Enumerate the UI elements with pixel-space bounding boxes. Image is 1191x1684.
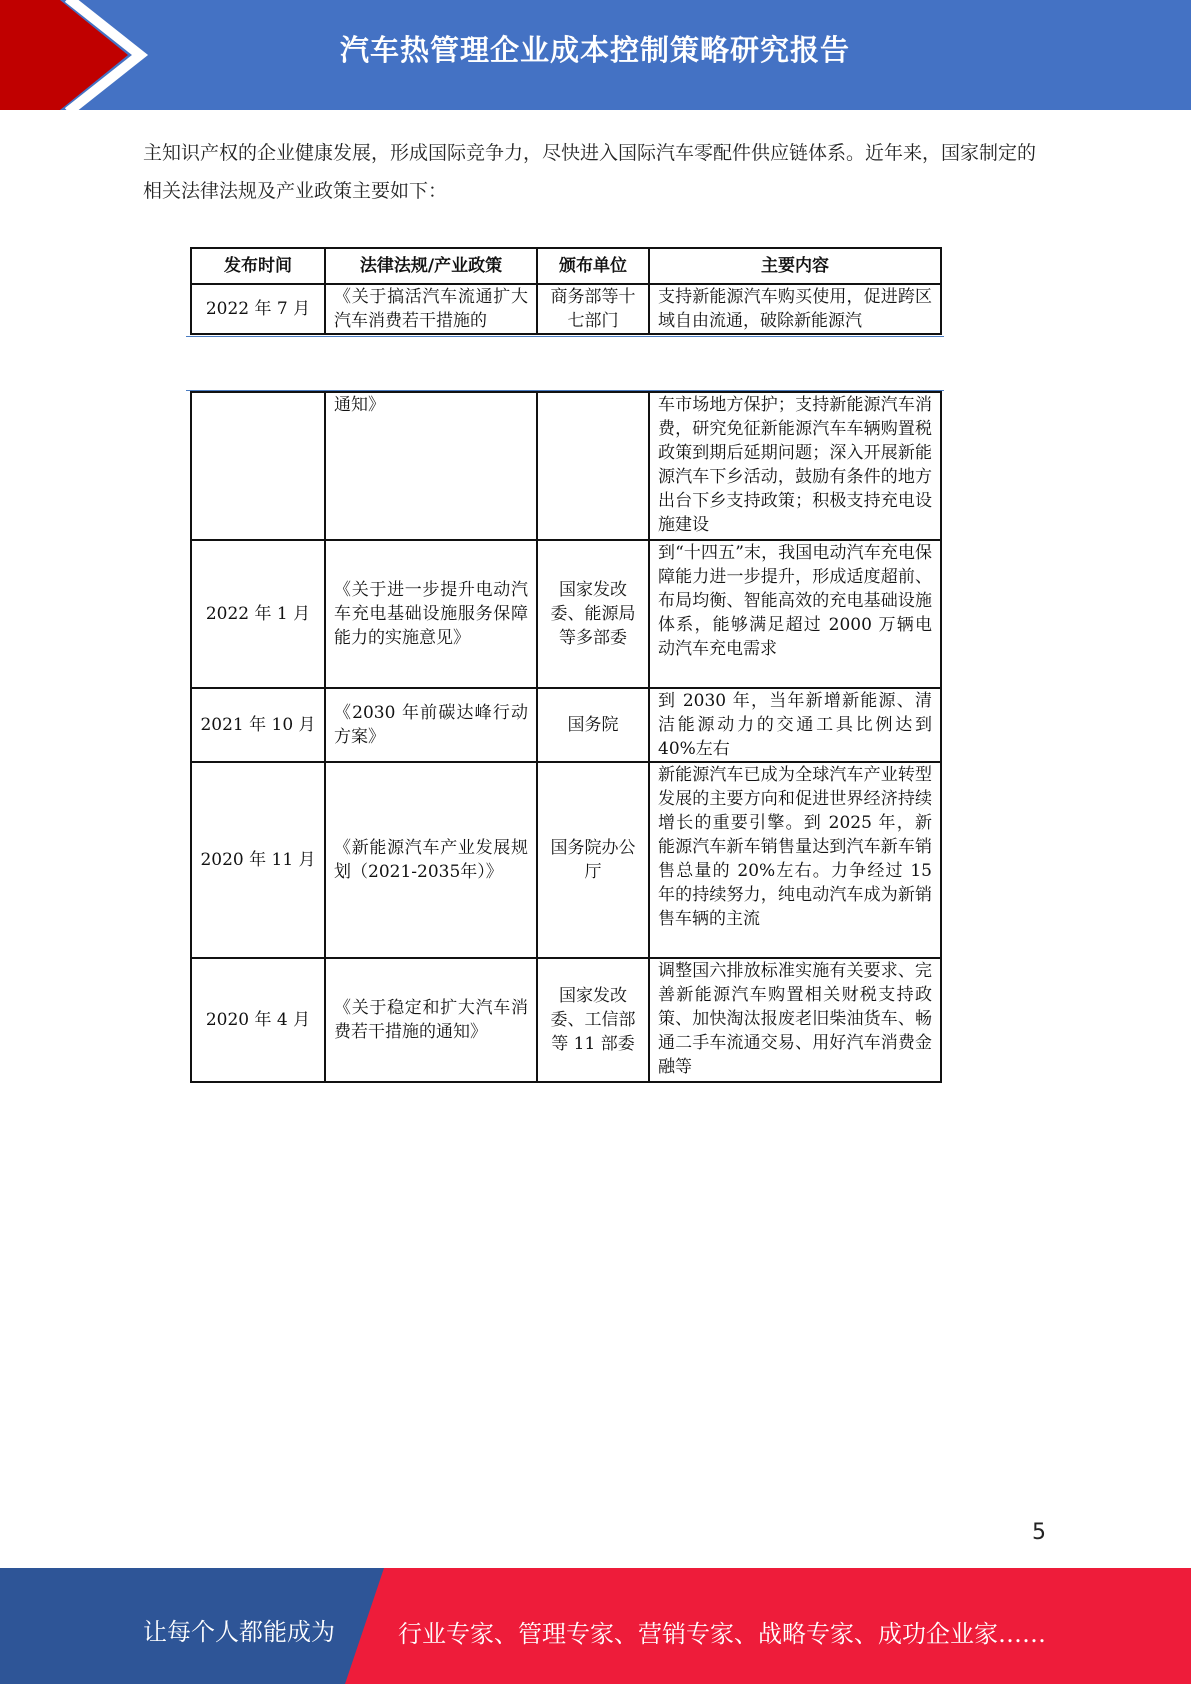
row-policy: 《关于搞活汽车流通扩大汽车消费若干措施的 xyxy=(325,284,537,334)
row-date: 2020 年 11 月 xyxy=(191,762,325,958)
table-row xyxy=(191,540,941,688)
row-policy: 通知》 xyxy=(325,392,537,540)
row-content: 支持新能源汽车购买使用，促进跨区域自由流通，破除新能源汽 xyxy=(649,284,941,334)
row-issuer: 商务部等十七部门 xyxy=(537,284,649,334)
footer-slogan-left: 让每个人都能成为 xyxy=(143,1618,335,1646)
row-date: 2021 年 10 月 xyxy=(191,688,325,762)
row-issuer: 国家发改委、能源局等多部委 xyxy=(537,540,649,688)
row-content: 新能源汽车已成为全球汽车产业转型发展的主要方向和促进世界经济持续增长的重要引擎。到 2025 年，新能源汽车新车销售量达到汽车新车销售总量的 20%左右。力争经过 15 年的持续努力，纯电动汽车成为新销售车辆的主流 xyxy=(649,762,941,958)
table-row xyxy=(191,958,941,1082)
table-break-line-bottom xyxy=(186,336,944,337)
row-policy: 《关于稳定和扩大汽车消费若干措施的通知》 xyxy=(325,958,537,1082)
policy-table-part-2 xyxy=(190,391,942,1083)
table-row xyxy=(191,392,941,540)
row-policy: 《关于进一步提升电动汽车充电基础设施服务保障能力的实施意见》 xyxy=(325,540,537,688)
page-header xyxy=(0,0,1191,110)
header-content: 主要内容 xyxy=(649,248,941,284)
row-policy: 《2030 年前碳达峰行动方案》 xyxy=(325,688,537,762)
header-policy: 法律法规/产业政策 xyxy=(325,248,537,284)
header-title: 汽车热管理企业成本控制策略研究报告 xyxy=(340,33,851,67)
row-date: 2022 年 7 月 xyxy=(191,284,325,334)
header-date: 发布时间 xyxy=(191,248,325,284)
row-issuer xyxy=(537,392,649,540)
row-policy: 《新能源汽车产业发展规划（2021-2035年）》 xyxy=(325,762,537,958)
page-footer xyxy=(0,1568,1191,1684)
policy-table-part-1 xyxy=(190,247,942,335)
row-date: 2020 年 4 月 xyxy=(191,958,325,1082)
row-content: 调整国六排放标准实施有关要求、完善新能源汽车购置相关财税支持政策、加快淘汰报废老旧柴油货车、畅通二手车流通交易、用好汽车消费金融等 xyxy=(649,958,941,1082)
row-content: 车市场地方保护；支持新能源汽车消费，研究免征新能源汽车车辆购置税政策到期后延期问题；深入开展新能源汽车下乡活动，鼓励有条件的地方出台下乡支持政策；积极支持充电设施建设 xyxy=(649,392,941,540)
footer-slogan-right: 行业专家、管理专家、营销专家、战略专家、成功企业家…… xyxy=(398,1620,1046,1648)
table-row xyxy=(191,284,941,334)
row-date xyxy=(191,392,325,540)
row-issuer: 国家发改委、工信部等 11 部委 xyxy=(537,958,649,1082)
row-date: 2022 年 1 月 xyxy=(191,540,325,688)
table-row xyxy=(191,762,941,958)
page-number: 5 xyxy=(1032,1520,1046,1545)
table-header-row xyxy=(191,248,941,284)
row-content: 到“十四五”末，我国电动汽车充电保障能力进一步提升，形成适度超前、布局均衡、智能高效的充电基础设施体系，能够满足超过 2000 万辆电动汽车充电需求 xyxy=(649,540,941,688)
header-issuer: 颁布单位 xyxy=(537,248,649,284)
intro-paragraph: 主知识产权的企业健康发展，形成国际竞争力，尽快进入国际汽车零配件供应链体系。近年来，国家制定的相关法律法规及产业政策主要如下： xyxy=(143,142,1037,202)
row-content: 到 2030 年，当年新增新能源、清洁能源动力的交通工具比例达到 40%左右 xyxy=(649,688,941,762)
row-issuer: 国务院 xyxy=(537,688,649,762)
table-row xyxy=(191,688,941,762)
row-issuer: 国务院办公厅 xyxy=(537,762,649,958)
